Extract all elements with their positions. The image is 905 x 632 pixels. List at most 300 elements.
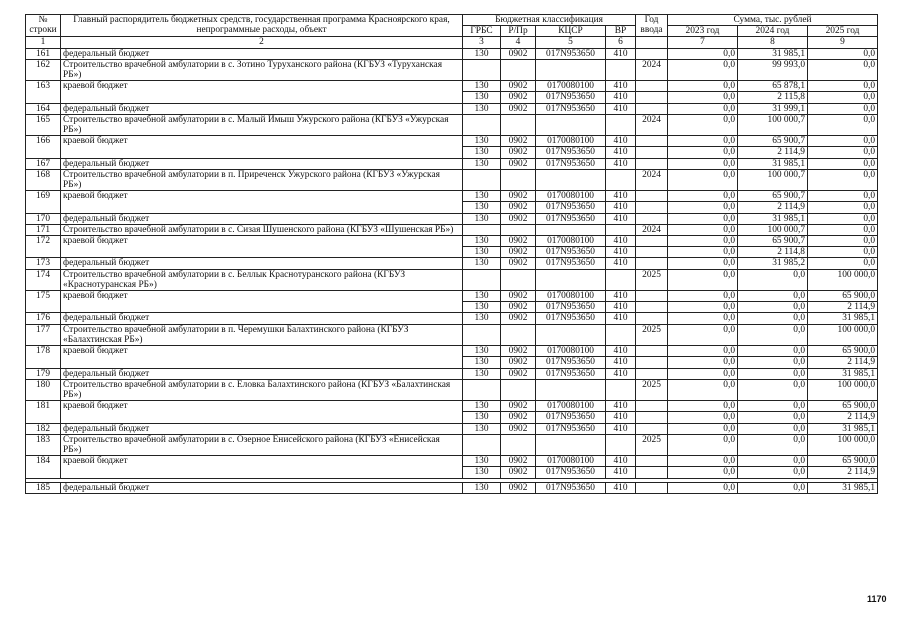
vr-cell xyxy=(606,324,636,345)
row-number-cell: 162 xyxy=(26,59,61,80)
sum-2025-cell: 100 000,0 xyxy=(808,269,878,290)
kcsr-cell xyxy=(536,434,606,455)
table-row xyxy=(26,324,878,345)
kcsr-cell: 017N953650 xyxy=(536,48,606,59)
sum-2024-cell: 0,0 xyxy=(738,357,808,368)
name-cell: краевой бюджет xyxy=(61,291,463,302)
sum-2024-cell: 65 900,7 xyxy=(738,236,808,247)
table-row xyxy=(26,48,878,59)
name-cell: Строительство врачебной амбулатории в п. Приреченск Ужурского района (КГБУЗ «Ужурская РБ») xyxy=(61,169,463,190)
vr-cell xyxy=(606,379,636,400)
name-cell: федеральный бюджет xyxy=(61,213,463,224)
colnum: 8 xyxy=(738,37,808,48)
row-number-cell xyxy=(26,302,61,313)
name-cell xyxy=(61,147,463,158)
grbs-cell: 130 xyxy=(463,103,501,114)
sum-2024-cell: 0,0 xyxy=(738,302,808,313)
year-cell xyxy=(636,482,668,493)
page-number: 1170 xyxy=(867,594,887,604)
vr-cell: 410 xyxy=(606,92,636,103)
kcsr-cell: 017N953650 xyxy=(536,423,606,434)
name-cell: федеральный бюджет xyxy=(61,313,463,324)
year-cell: 2024 xyxy=(636,59,668,80)
rpr-cell xyxy=(501,59,536,80)
table-row xyxy=(26,247,878,258)
sum-2023-cell: 0,0 xyxy=(668,247,738,258)
row-number-cell xyxy=(26,92,61,103)
sum-2025-cell: 2 114,9 xyxy=(808,302,878,313)
sum-2025-cell: 0,0 xyxy=(808,114,878,135)
sum-2025-cell: 31 985,1 xyxy=(808,368,878,379)
year-cell: 2025 xyxy=(636,379,668,400)
row-number-cell: 173 xyxy=(26,258,61,269)
sum-2024-cell: 99 993,0 xyxy=(738,59,808,80)
name-cell xyxy=(61,92,463,103)
vr-cell: 410 xyxy=(606,136,636,147)
table-row xyxy=(26,456,878,467)
vr-cell: 410 xyxy=(606,482,636,493)
sum-2025-cell: 65 900,0 xyxy=(808,456,878,467)
row-number-cell: 174 xyxy=(26,269,61,290)
sum-2025-cell: 0,0 xyxy=(808,247,878,258)
sum-2023-cell: 0,0 xyxy=(668,236,738,247)
vr-cell: 410 xyxy=(606,313,636,324)
row-number-cell xyxy=(26,247,61,258)
sum-2025-cell: 0,0 xyxy=(808,258,878,269)
vr-cell: 410 xyxy=(606,302,636,313)
row-number-cell: 170 xyxy=(26,213,61,224)
vr-cell: 410 xyxy=(606,247,636,258)
kcsr-cell: 017N953650 xyxy=(536,482,606,493)
kcsr-cell: 0170080100 xyxy=(536,81,606,92)
sum-2023-cell: 0,0 xyxy=(668,434,738,455)
sum-2023-cell: 0,0 xyxy=(668,412,738,423)
table-row xyxy=(26,81,878,92)
sum-2024-cell: 0,0 xyxy=(738,401,808,412)
table-row xyxy=(26,368,878,379)
row-number-cell: 172 xyxy=(26,236,61,247)
sum-2023-cell: 0,0 xyxy=(668,81,738,92)
sum-2023-cell: 0,0 xyxy=(668,147,738,158)
grbs-cell: 130 xyxy=(463,147,501,158)
sum-2025-cell: 0,0 xyxy=(808,48,878,59)
sum-2025-cell: 0,0 xyxy=(808,92,878,103)
row-number-cell xyxy=(26,202,61,213)
sum-2024-cell: 65 878,1 xyxy=(738,81,808,92)
grbs-cell: 130 xyxy=(463,368,501,379)
sum-2023-cell: 0,0 xyxy=(668,202,738,213)
row-number-cell: 169 xyxy=(26,191,61,202)
table-row xyxy=(26,213,878,224)
sum-2025-cell: 0,0 xyxy=(808,147,878,158)
vr-cell: 410 xyxy=(606,401,636,412)
kcsr-cell xyxy=(536,169,606,190)
year-cell xyxy=(636,92,668,103)
header-kcsr: КЦСР xyxy=(536,26,606,37)
year-cell xyxy=(636,456,668,467)
kcsr-cell xyxy=(536,269,606,290)
sum-2025-cell: 0,0 xyxy=(808,81,878,92)
grbs-cell: 130 xyxy=(463,236,501,247)
name-cell xyxy=(61,202,463,213)
year-cell xyxy=(636,302,668,313)
row-number-cell: 175 xyxy=(26,291,61,302)
rpr-cell: 0902 xyxy=(501,412,536,423)
header-name: Главный распорядитель бюджетных средств, государственная программа Красноярского края, непрограммные расходы, объект xyxy=(61,15,463,37)
sum-2024-cell: 2 114,8 xyxy=(738,247,808,258)
sum-2023-cell: 0,0 xyxy=(668,269,738,290)
year-cell: 2025 xyxy=(636,324,668,345)
row-number-cell: 176 xyxy=(26,313,61,324)
sum-2023-cell: 0,0 xyxy=(668,92,738,103)
table-row xyxy=(26,346,878,357)
vr-cell xyxy=(606,59,636,80)
sum-2025-cell: 2 114,9 xyxy=(808,412,878,423)
row-number-cell: 185 xyxy=(26,482,61,493)
kcsr-cell: 017N953650 xyxy=(536,247,606,258)
grbs-cell xyxy=(463,324,501,345)
row-number-cell xyxy=(26,147,61,158)
sum-2024-cell: 0,0 xyxy=(738,434,808,455)
sum-2025-cell: 31 985,1 xyxy=(808,313,878,324)
table-row xyxy=(26,191,878,202)
kcsr-cell: 017N953650 xyxy=(536,467,606,478)
header-2025: 2025 год xyxy=(808,26,878,37)
rpr-cell: 0902 xyxy=(501,136,536,147)
rpr-cell: 0902 xyxy=(501,423,536,434)
grbs-cell: 130 xyxy=(463,412,501,423)
table-row xyxy=(26,482,878,493)
rpr-cell: 0902 xyxy=(501,456,536,467)
sum-2023-cell: 0,0 xyxy=(668,324,738,345)
name-cell xyxy=(61,412,463,423)
sum-2023-cell: 0,0 xyxy=(668,191,738,202)
rpr-cell xyxy=(501,379,536,400)
sum-2025-cell: 100 000,0 xyxy=(808,379,878,400)
sum-2024-cell: 100 000,7 xyxy=(738,169,808,190)
sum-2025-cell: 100 000,0 xyxy=(808,324,878,345)
sum-2025-cell: 100 000,0 xyxy=(808,434,878,455)
year-cell xyxy=(636,291,668,302)
name-cell: краевой бюджет xyxy=(61,136,463,147)
grbs-cell: 130 xyxy=(463,482,501,493)
kcsr-cell: 0170080100 xyxy=(536,401,606,412)
grbs-cell: 130 xyxy=(463,423,501,434)
table-row xyxy=(26,467,878,478)
kcsr-cell: 017N953650 xyxy=(536,368,606,379)
vr-cell: 410 xyxy=(606,158,636,169)
row-number-cell: 180 xyxy=(26,379,61,400)
name-cell: краевой бюджет xyxy=(61,191,463,202)
kcsr-cell: 017N953650 xyxy=(536,158,606,169)
name-cell: федеральный бюджет xyxy=(61,158,463,169)
name-cell: Строительство врачебной амбулатории в с. Беллык Краснотуранского района (КГБУЗ «Краснотуранская РБ») xyxy=(61,269,463,290)
grbs-cell xyxy=(463,224,501,235)
year-cell xyxy=(636,147,668,158)
colnum: 7 xyxy=(668,37,738,48)
year-cell xyxy=(636,236,668,247)
sum-2025-cell: 2 114,9 xyxy=(808,357,878,368)
vr-cell: 410 xyxy=(606,236,636,247)
kcsr-cell: 0170080100 xyxy=(536,346,606,357)
name-cell: краевой бюджет xyxy=(61,346,463,357)
header-grbs: ГРБС xyxy=(463,26,501,37)
rpr-cell: 0902 xyxy=(501,302,536,313)
rpr-cell: 0902 xyxy=(501,346,536,357)
table-body xyxy=(26,48,878,493)
sum-2023-cell: 0,0 xyxy=(668,258,738,269)
colnum xyxy=(636,37,668,48)
kcsr-cell xyxy=(536,59,606,80)
row-number-cell: 171 xyxy=(26,224,61,235)
sum-2024-cell: 0,0 xyxy=(738,412,808,423)
rpr-cell: 0902 xyxy=(501,147,536,158)
sum-2024-cell: 0,0 xyxy=(738,379,808,400)
name-cell: федеральный бюджет xyxy=(61,258,463,269)
rpr-cell: 0902 xyxy=(501,467,536,478)
sum-2023-cell: 0,0 xyxy=(668,467,738,478)
year-cell xyxy=(636,258,668,269)
rpr-cell: 0902 xyxy=(501,401,536,412)
year-cell xyxy=(636,213,668,224)
year-cell xyxy=(636,48,668,59)
rpr-cell xyxy=(501,224,536,235)
kcsr-cell: 017N953650 xyxy=(536,357,606,368)
vr-cell: 410 xyxy=(606,202,636,213)
table-row xyxy=(26,147,878,158)
table-row xyxy=(26,59,878,80)
sum-2024-cell: 31 985,1 xyxy=(738,213,808,224)
grbs-cell: 130 xyxy=(463,81,501,92)
sum-2023-cell: 0,0 xyxy=(668,213,738,224)
colnum: 9 xyxy=(808,37,878,48)
sum-2024-cell: 31 985,1 xyxy=(738,48,808,59)
rpr-cell: 0902 xyxy=(501,158,536,169)
kcsr-cell: 017N953650 xyxy=(536,92,606,103)
table-row xyxy=(26,302,878,313)
row-number-cell: 164 xyxy=(26,103,61,114)
table-row xyxy=(26,357,878,368)
rpr-cell: 0902 xyxy=(501,313,536,324)
sum-2024-cell: 2 114,9 xyxy=(738,147,808,158)
kcsr-cell: 017N953650 xyxy=(536,213,606,224)
kcsr-cell xyxy=(536,224,606,235)
header-budget-classification: Бюджетная классификация xyxy=(463,15,636,26)
kcsr-cell: 0170080100 xyxy=(536,291,606,302)
kcsr-cell: 0170080100 xyxy=(536,456,606,467)
column-number-row xyxy=(26,37,878,48)
sum-2025-cell: 0,0 xyxy=(808,59,878,80)
name-cell: краевой бюджет xyxy=(61,81,463,92)
name-cell: Строительство врачебной амбулатории в с. Малый Имыш Ужурского района (КГБУЗ «Ужурская РБ») xyxy=(61,114,463,135)
name-cell: Строительство врачебной амбулатории в п. Черемушки Балахтинского района (КГБУЗ «Балахтинская РБ») xyxy=(61,324,463,345)
rpr-cell: 0902 xyxy=(501,482,536,493)
grbs-cell: 130 xyxy=(463,247,501,258)
sum-2025-cell: 0,0 xyxy=(808,202,878,213)
kcsr-cell: 0170080100 xyxy=(536,236,606,247)
grbs-cell: 130 xyxy=(463,48,501,59)
vr-cell xyxy=(606,169,636,190)
sum-2025-cell: 2 114,9 xyxy=(808,467,878,478)
row-number-cell: 183 xyxy=(26,434,61,455)
vr-cell: 410 xyxy=(606,48,636,59)
header-rpr: Р/Пр xyxy=(501,26,536,37)
row-number-cell: 178 xyxy=(26,346,61,357)
year-cell: 2025 xyxy=(636,269,668,290)
vr-cell: 410 xyxy=(606,456,636,467)
vr-cell: 410 xyxy=(606,346,636,357)
header-2024: 2024 год xyxy=(738,26,808,37)
row-number-cell xyxy=(26,412,61,423)
name-cell: федеральный бюджет xyxy=(61,48,463,59)
row-number-cell: 165 xyxy=(26,114,61,135)
vr-cell: 410 xyxy=(606,423,636,434)
sum-2023-cell: 0,0 xyxy=(668,456,738,467)
row-number-cell: 166 xyxy=(26,136,61,147)
grbs-cell: 130 xyxy=(463,191,501,202)
kcsr-cell: 017N953650 xyxy=(536,202,606,213)
grbs-cell: 130 xyxy=(463,346,501,357)
name-cell: краевой бюджет xyxy=(61,236,463,247)
sum-2024-cell: 31 985,2 xyxy=(738,258,808,269)
year-cell xyxy=(636,247,668,258)
grbs-cell xyxy=(463,379,501,400)
sum-2023-cell: 0,0 xyxy=(668,114,738,135)
vr-cell: 410 xyxy=(606,191,636,202)
name-cell: Строительство врачебной амбулатории в с. Еловка Балахтинского района (КГБУЗ «Балахтинская РБ») xyxy=(61,379,463,400)
sum-2024-cell: 65 900,7 xyxy=(738,136,808,147)
year-cell xyxy=(636,401,668,412)
row-number-cell: 163 xyxy=(26,81,61,92)
kcsr-cell: 017N953650 xyxy=(536,103,606,114)
kcsr-cell: 017N953650 xyxy=(536,412,606,423)
sum-2024-cell: 0,0 xyxy=(738,467,808,478)
rpr-cell xyxy=(501,324,536,345)
rpr-cell: 0902 xyxy=(501,191,536,202)
sum-2025-cell: 0,0 xyxy=(808,213,878,224)
table-row xyxy=(26,401,878,412)
sum-2023-cell: 0,0 xyxy=(668,423,738,434)
sum-2025-cell: 0,0 xyxy=(808,158,878,169)
name-cell: федеральный бюджет xyxy=(61,423,463,434)
rpr-cell: 0902 xyxy=(501,103,536,114)
grbs-cell: 130 xyxy=(463,92,501,103)
vr-cell: 410 xyxy=(606,357,636,368)
table-row xyxy=(26,92,878,103)
year-cell xyxy=(636,136,668,147)
sum-2025-cell: 31 985,1 xyxy=(808,423,878,434)
sum-2025-cell: 65 900,0 xyxy=(808,291,878,302)
kcsr-cell: 017N953650 xyxy=(536,147,606,158)
vr-cell: 410 xyxy=(606,147,636,158)
sum-2023-cell: 0,0 xyxy=(668,401,738,412)
row-number-cell xyxy=(26,357,61,368)
name-cell: краевой бюджет xyxy=(61,401,463,412)
year-cell xyxy=(636,81,668,92)
sum-2023-cell: 0,0 xyxy=(668,158,738,169)
rpr-cell xyxy=(501,169,536,190)
sum-2025-cell: 0,0 xyxy=(808,103,878,114)
grbs-cell xyxy=(463,169,501,190)
row-number-cell: 161 xyxy=(26,48,61,59)
name-cell xyxy=(61,357,463,368)
year-cell xyxy=(636,412,668,423)
year-cell xyxy=(636,313,668,324)
vr-cell xyxy=(606,269,636,290)
grbs-cell: 130 xyxy=(463,136,501,147)
row-number-cell: 181 xyxy=(26,401,61,412)
grbs-cell: 130 xyxy=(463,313,501,324)
grbs-cell xyxy=(463,434,501,455)
year-cell xyxy=(636,346,668,357)
table-row xyxy=(26,423,878,434)
rpr-cell: 0902 xyxy=(501,291,536,302)
sum-2024-cell: 0,0 xyxy=(738,368,808,379)
year-cell: 2024 xyxy=(636,114,668,135)
vr-cell: 410 xyxy=(606,81,636,92)
colnum: 2 xyxy=(61,37,463,48)
sum-2024-cell: 0,0 xyxy=(738,269,808,290)
vr-cell xyxy=(606,114,636,135)
sum-2025-cell: 31 985,1 xyxy=(808,482,878,493)
sum-2024-cell: 0,0 xyxy=(738,423,808,434)
vr-cell xyxy=(606,224,636,235)
year-cell xyxy=(636,202,668,213)
table-row xyxy=(26,136,878,147)
header-year: Год ввода xyxy=(636,15,668,37)
rpr-cell: 0902 xyxy=(501,48,536,59)
row-number-cell: 179 xyxy=(26,368,61,379)
sum-2023-cell: 0,0 xyxy=(668,103,738,114)
rpr-cell: 0902 xyxy=(501,236,536,247)
sum-2025-cell: 0,0 xyxy=(808,169,878,190)
table-row xyxy=(26,114,878,135)
rpr-cell xyxy=(501,269,536,290)
colnum: 4 xyxy=(501,37,536,48)
grbs-cell: 130 xyxy=(463,213,501,224)
header-sum: Сумма, тыс. рублей xyxy=(668,15,878,26)
colnum: 6 xyxy=(606,37,636,48)
table-row xyxy=(26,169,878,190)
rpr-cell xyxy=(501,114,536,135)
name-cell: федеральный бюджет xyxy=(61,368,463,379)
vr-cell: 410 xyxy=(606,258,636,269)
kcsr-cell: 0170080100 xyxy=(536,136,606,147)
rpr-cell: 0902 xyxy=(501,368,536,379)
table-row xyxy=(26,313,878,324)
row-number-cell: 184 xyxy=(26,456,61,467)
grbs-cell: 130 xyxy=(463,357,501,368)
name-cell: Строительство врачебной амбулатории в с. Сизая Шушенского района (КГБУЗ «Шушенская РБ») xyxy=(61,224,463,235)
sum-2024-cell: 0,0 xyxy=(738,291,808,302)
kcsr-cell xyxy=(536,379,606,400)
row-number-cell: 177 xyxy=(26,324,61,345)
table-row xyxy=(26,434,878,455)
sum-2023-cell: 0,0 xyxy=(668,302,738,313)
name-cell: федеральный бюджет xyxy=(61,103,463,114)
name-cell: Строительство врачебной амбулатории в с. Зотино Туруханского района (КГБУЗ «Туруханская РБ») xyxy=(61,59,463,80)
year-cell xyxy=(636,423,668,434)
table-row xyxy=(26,236,878,247)
vr-cell: 410 xyxy=(606,467,636,478)
table-row xyxy=(26,258,878,269)
sum-2023-cell: 0,0 xyxy=(668,224,738,235)
kcsr-cell: 0170080100 xyxy=(536,191,606,202)
grbs-cell xyxy=(463,269,501,290)
row-number-cell: 168 xyxy=(26,169,61,190)
name-cell: краевой бюджет xyxy=(61,456,463,467)
table-row xyxy=(26,158,878,169)
